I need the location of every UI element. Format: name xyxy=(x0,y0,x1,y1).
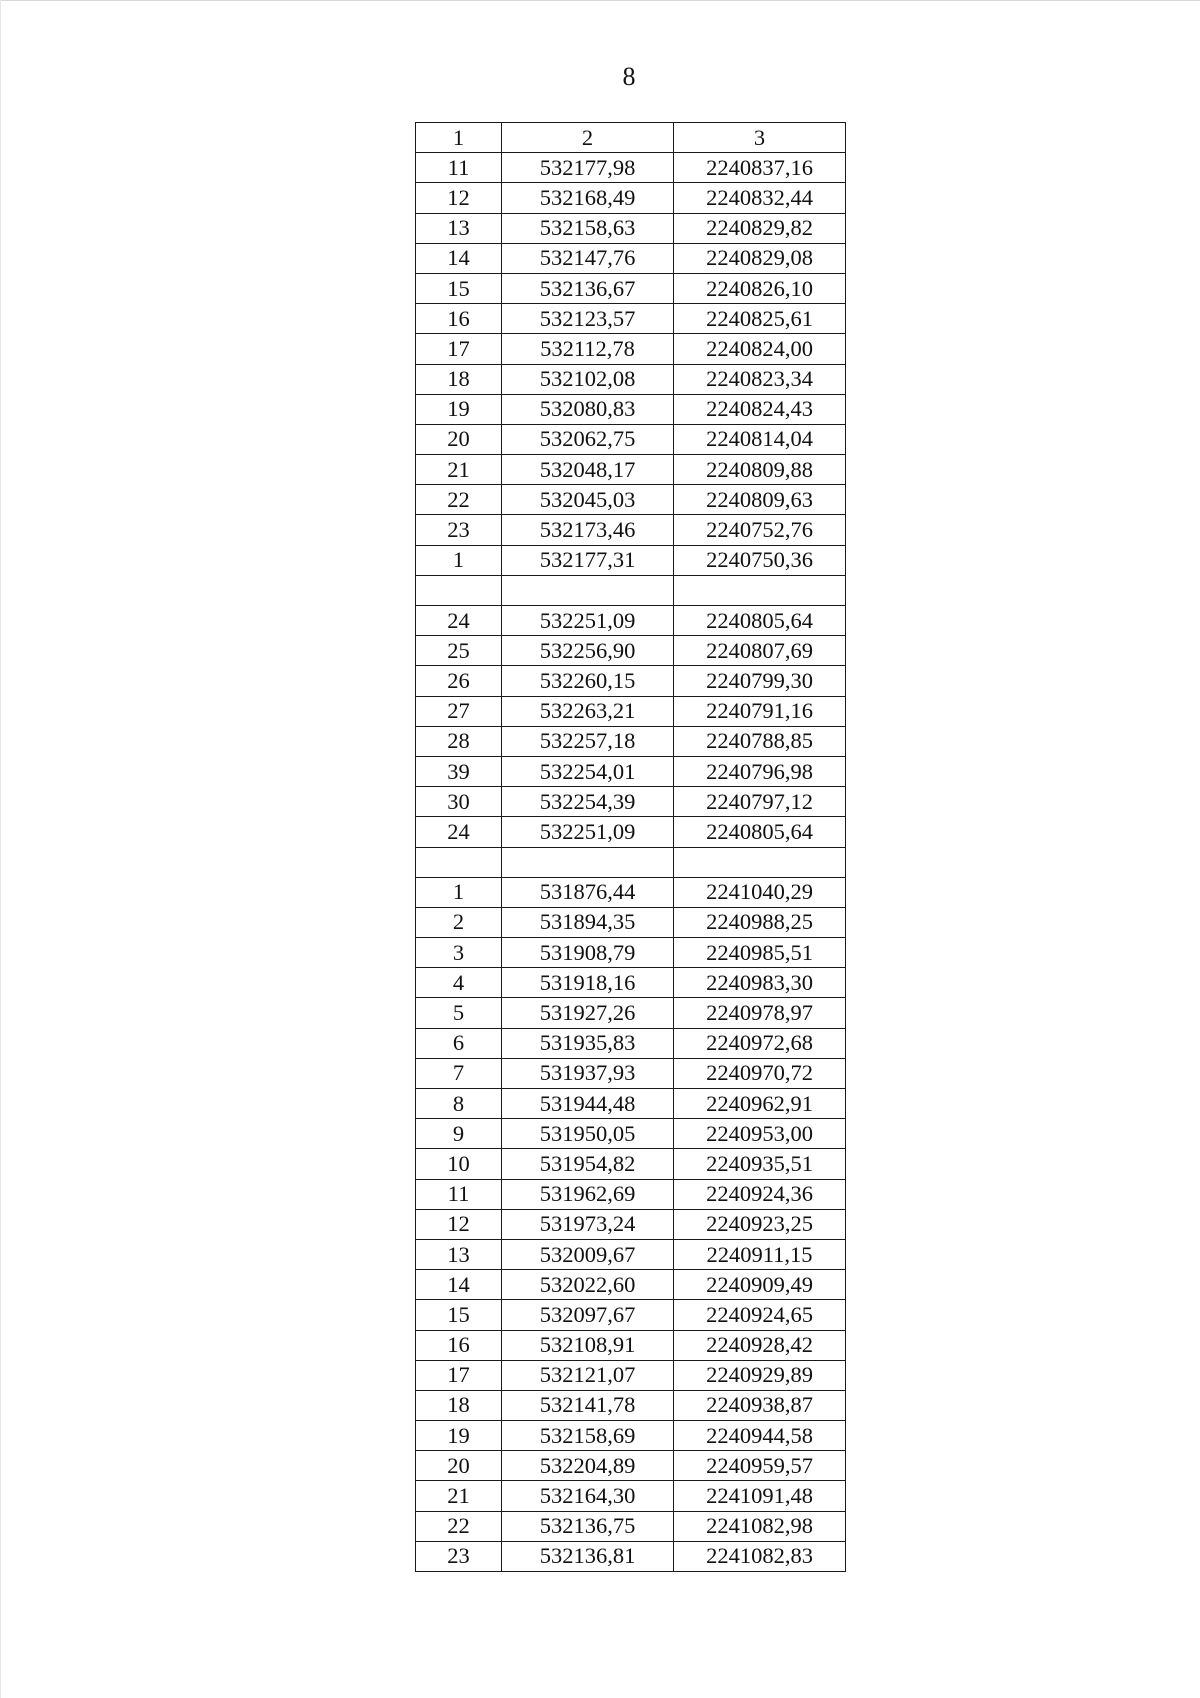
x-coordinate-cell: 532254,39 xyxy=(502,787,674,817)
point-number-cell: 5 xyxy=(416,998,502,1028)
table-row xyxy=(416,153,846,183)
table-row xyxy=(416,424,846,454)
y-coordinate-cell: 2240962,91 xyxy=(674,1089,846,1119)
y-coordinate-cell: 2240938,87 xyxy=(674,1390,846,1420)
x-coordinate-cell: 532260,15 xyxy=(502,666,674,696)
table-row xyxy=(416,1511,846,1541)
point-number-cell: 39 xyxy=(416,756,502,786)
point-number-cell: 1 xyxy=(416,545,502,575)
table-row xyxy=(416,787,846,817)
table-row xyxy=(416,1390,846,1420)
table-row xyxy=(416,817,846,847)
y-coordinate-cell: 2240805,64 xyxy=(674,606,846,636)
y-coordinate-cell: 2241082,98 xyxy=(674,1511,846,1541)
header-cell-y: 3 xyxy=(674,123,846,153)
table-row xyxy=(416,1089,846,1119)
y-coordinate-cell: 2240750,36 xyxy=(674,545,846,575)
point-number-cell: 11 xyxy=(416,153,502,183)
x-coordinate-cell: 532108,91 xyxy=(502,1330,674,1360)
coordinates-table xyxy=(415,122,846,1572)
point-number-cell: 17 xyxy=(416,1360,502,1390)
point-number-cell: 28 xyxy=(416,726,502,756)
x-coordinate-cell: 532009,67 xyxy=(502,1239,674,1269)
y-coordinate-cell: 2240829,82 xyxy=(674,213,846,243)
header-cell-point: 1 xyxy=(416,123,502,153)
x-coordinate-cell: 532121,07 xyxy=(502,1360,674,1390)
x-coordinate-cell: 532251,09 xyxy=(502,817,674,847)
y-coordinate-cell: 2240825,61 xyxy=(674,304,846,334)
y-coordinate-cell: 2240911,15 xyxy=(674,1239,846,1269)
point-number-cell: 23 xyxy=(416,1541,502,1571)
table-separator-row xyxy=(416,575,846,605)
table-row xyxy=(416,1421,846,1451)
x-coordinate-cell: 531876,44 xyxy=(502,877,674,907)
table-row xyxy=(416,606,846,636)
y-coordinate-cell: 2240924,36 xyxy=(674,1179,846,1209)
x-coordinate-cell: 531918,16 xyxy=(502,968,674,998)
table-row xyxy=(416,1451,846,1481)
point-number-cell: 7 xyxy=(416,1058,502,1088)
x-coordinate-cell: 532254,01 xyxy=(502,756,674,786)
table-row xyxy=(416,545,846,575)
y-coordinate-cell: 2240797,12 xyxy=(674,787,846,817)
point-number-cell: 14 xyxy=(416,1270,502,1300)
point-number-cell: 13 xyxy=(416,1239,502,1269)
x-coordinate-cell: 532097,67 xyxy=(502,1300,674,1330)
x-coordinate-cell: 532048,17 xyxy=(502,455,674,485)
table-row xyxy=(416,666,846,696)
y-coordinate-cell xyxy=(674,847,846,877)
scan-top-edge xyxy=(0,0,1200,1)
table-body xyxy=(416,153,846,1572)
point-number-cell: 12 xyxy=(416,183,502,213)
x-coordinate-cell: 532062,75 xyxy=(502,424,674,454)
x-coordinate-cell: 531908,79 xyxy=(502,938,674,968)
y-coordinate-cell: 2240824,43 xyxy=(674,394,846,424)
point-number-cell: 4 xyxy=(416,968,502,998)
x-coordinate-cell: 532123,57 xyxy=(502,304,674,334)
table-row xyxy=(416,938,846,968)
table-row xyxy=(416,515,846,545)
point-number-cell: 30 xyxy=(416,787,502,817)
y-coordinate-cell: 2240970,72 xyxy=(674,1058,846,1088)
scan-left-edge xyxy=(0,0,1,1698)
x-coordinate-cell: 532204,89 xyxy=(502,1451,674,1481)
point-number-cell: 10 xyxy=(416,1149,502,1179)
table-row xyxy=(416,485,846,515)
y-coordinate-cell: 2240829,08 xyxy=(674,243,846,273)
x-coordinate-cell: 531954,82 xyxy=(502,1149,674,1179)
point-number-cell: 18 xyxy=(416,1390,502,1420)
table-row xyxy=(416,968,846,998)
x-coordinate-cell: 531937,93 xyxy=(502,1058,674,1088)
point-number-cell: 14 xyxy=(416,243,502,273)
table-row xyxy=(416,756,846,786)
table-row xyxy=(416,1149,846,1179)
point-number-cell: 24 xyxy=(416,606,502,636)
point-number-cell: 19 xyxy=(416,1421,502,1451)
point-number-cell: 8 xyxy=(416,1089,502,1119)
x-coordinate-cell: 532136,81 xyxy=(502,1541,674,1571)
y-coordinate-cell: 2240972,68 xyxy=(674,1028,846,1058)
x-coordinate-cell: 532177,31 xyxy=(502,545,674,575)
y-coordinate-cell: 2240807,69 xyxy=(674,636,846,666)
y-coordinate-cell: 2240953,00 xyxy=(674,1119,846,1149)
point-number-cell: 6 xyxy=(416,1028,502,1058)
point-number-cell: 25 xyxy=(416,636,502,666)
y-coordinate-cell: 2240944,58 xyxy=(674,1421,846,1451)
table-row xyxy=(416,455,846,485)
y-coordinate-cell: 2240814,04 xyxy=(674,424,846,454)
table-row xyxy=(416,998,846,1028)
point-number-cell: 1 xyxy=(416,877,502,907)
y-coordinate-cell: 2240959,57 xyxy=(674,1451,846,1481)
table-row xyxy=(416,1058,846,1088)
table-row xyxy=(416,1119,846,1149)
point-number-cell: 16 xyxy=(416,1330,502,1360)
x-coordinate-cell: 532256,90 xyxy=(502,636,674,666)
x-coordinate-cell: 532147,76 xyxy=(502,243,674,273)
point-number-cell: 18 xyxy=(416,364,502,394)
x-coordinate-cell: 532102,08 xyxy=(502,364,674,394)
point-number-cell: 11 xyxy=(416,1179,502,1209)
y-coordinate-cell: 2240928,42 xyxy=(674,1330,846,1360)
table-row xyxy=(416,1330,846,1360)
point-number-cell: 9 xyxy=(416,1119,502,1149)
y-coordinate-cell: 2240823,34 xyxy=(674,364,846,394)
x-coordinate-cell: 532251,09 xyxy=(502,606,674,636)
x-coordinate-cell: 532136,75 xyxy=(502,1511,674,1541)
y-coordinate-cell: 2240796,98 xyxy=(674,756,846,786)
point-number-cell: 2 xyxy=(416,907,502,937)
table-row xyxy=(416,213,846,243)
point-number-cell: 26 xyxy=(416,666,502,696)
y-coordinate-cell: 2240826,10 xyxy=(674,273,846,303)
y-coordinate-cell: 2240909,49 xyxy=(674,1270,846,1300)
y-coordinate-cell: 2240809,63 xyxy=(674,485,846,515)
point-number-cell: 15 xyxy=(416,1300,502,1330)
point-number-cell: 20 xyxy=(416,424,502,454)
y-coordinate-cell: 2240978,97 xyxy=(674,998,846,1028)
y-coordinate-cell: 2240805,64 xyxy=(674,817,846,847)
point-number-cell: 22 xyxy=(416,485,502,515)
point-number-cell: 24 xyxy=(416,817,502,847)
x-coordinate-cell: 531944,48 xyxy=(502,1089,674,1119)
table-row xyxy=(416,696,846,726)
x-coordinate-cell: 532158,63 xyxy=(502,213,674,243)
point-number-cell: 27 xyxy=(416,696,502,726)
y-coordinate-cell: 2240985,51 xyxy=(674,938,846,968)
table-separator-row xyxy=(416,847,846,877)
point-number-cell: 21 xyxy=(416,1481,502,1511)
y-coordinate-cell: 2240832,44 xyxy=(674,183,846,213)
header-cell-x: 2 xyxy=(502,123,674,153)
x-coordinate-cell: 531894,35 xyxy=(502,907,674,937)
x-coordinate-cell: 531935,83 xyxy=(502,1028,674,1058)
x-coordinate-cell: 531962,69 xyxy=(502,1179,674,1209)
table-header-row xyxy=(416,123,846,153)
x-coordinate-cell: 532173,46 xyxy=(502,515,674,545)
x-coordinate-cell: 532168,49 xyxy=(502,183,674,213)
x-coordinate-cell xyxy=(502,847,674,877)
table-row xyxy=(416,394,846,424)
point-number-cell: 22 xyxy=(416,1511,502,1541)
y-coordinate-cell: 2240799,30 xyxy=(674,666,846,696)
x-coordinate-cell: 532257,18 xyxy=(502,726,674,756)
point-number-cell: 23 xyxy=(416,515,502,545)
table-row xyxy=(416,304,846,334)
table-row xyxy=(416,1239,846,1269)
table-row xyxy=(416,1541,846,1571)
point-number-cell xyxy=(416,847,502,877)
point-number-cell: 19 xyxy=(416,394,502,424)
x-coordinate-cell: 532080,83 xyxy=(502,394,674,424)
table-row xyxy=(416,1300,846,1330)
point-number-cell: 17 xyxy=(416,334,502,364)
y-coordinate-cell: 2240791,16 xyxy=(674,696,846,726)
table-row xyxy=(416,1270,846,1300)
x-coordinate-cell: 532263,21 xyxy=(502,696,674,726)
point-number-cell: 15 xyxy=(416,273,502,303)
x-coordinate-cell: 532022,60 xyxy=(502,1270,674,1300)
x-coordinate-cell: 532112,78 xyxy=(502,334,674,364)
y-coordinate-cell: 2240837,16 xyxy=(674,153,846,183)
table-row xyxy=(416,243,846,273)
point-number-cell: 3 xyxy=(416,938,502,968)
table-row xyxy=(416,1028,846,1058)
table-row xyxy=(416,364,846,394)
table-row xyxy=(416,334,846,364)
table-row xyxy=(416,726,846,756)
point-number-cell: 12 xyxy=(416,1209,502,1239)
page-number: 8 xyxy=(622,62,636,91)
x-coordinate-cell: 531950,05 xyxy=(502,1119,674,1149)
table-row xyxy=(416,907,846,937)
y-coordinate-cell: 2240988,25 xyxy=(674,907,846,937)
y-coordinate-cell: 2241040,29 xyxy=(674,877,846,907)
x-coordinate-cell xyxy=(502,575,674,605)
y-coordinate-cell: 2240935,51 xyxy=(674,1149,846,1179)
table-row xyxy=(416,273,846,303)
x-coordinate-cell: 531927,26 xyxy=(502,998,674,1028)
x-coordinate-cell: 532164,30 xyxy=(502,1481,674,1511)
y-coordinate-cell: 2240929,89 xyxy=(674,1360,846,1390)
table-row xyxy=(416,877,846,907)
y-coordinate-cell: 2241091,48 xyxy=(674,1481,846,1511)
y-coordinate-cell: 2240752,76 xyxy=(674,515,846,545)
point-number-cell xyxy=(416,575,502,605)
y-coordinate-cell: 2240824,00 xyxy=(674,334,846,364)
y-coordinate-cell xyxy=(674,575,846,605)
table-row xyxy=(416,183,846,213)
y-coordinate-cell: 2240809,88 xyxy=(674,455,846,485)
x-coordinate-cell: 532045,03 xyxy=(502,485,674,515)
point-number-cell: 16 xyxy=(416,304,502,334)
x-coordinate-cell: 531973,24 xyxy=(502,1209,674,1239)
y-coordinate-cell: 2240788,85 xyxy=(674,726,846,756)
table-row xyxy=(416,1179,846,1209)
y-coordinate-cell: 2240923,25 xyxy=(674,1209,846,1239)
y-coordinate-cell: 2240983,30 xyxy=(674,968,846,998)
point-number-cell: 21 xyxy=(416,455,502,485)
x-coordinate-cell: 532177,98 xyxy=(502,153,674,183)
x-coordinate-cell: 532158,69 xyxy=(502,1421,674,1451)
y-coordinate-cell: 2240924,65 xyxy=(674,1300,846,1330)
x-coordinate-cell: 532136,67 xyxy=(502,273,674,303)
table-row xyxy=(416,1209,846,1239)
point-number-cell: 13 xyxy=(416,213,502,243)
table-row xyxy=(416,1481,846,1511)
table-row xyxy=(416,636,846,666)
x-coordinate-cell: 532141,78 xyxy=(502,1390,674,1420)
point-number-cell: 20 xyxy=(416,1451,502,1481)
table-row xyxy=(416,1360,846,1390)
y-coordinate-cell: 2241082,83 xyxy=(674,1541,846,1571)
